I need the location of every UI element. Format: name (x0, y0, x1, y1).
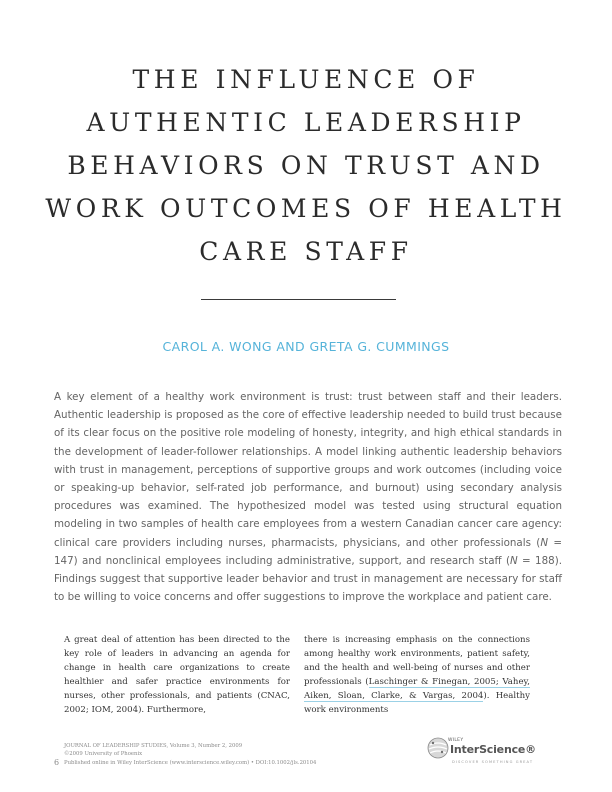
title-line: THE INFLUENCE OF (132, 65, 480, 94)
logo-small-text: WILEY (448, 738, 464, 743)
title-line: BEHAVIORS ON TRUST AND (67, 151, 545, 180)
journal-footer (64, 742, 384, 767)
abstract-text: A key element of a healthy work environment is trust: trust between staff and their leaders. Authentic leadership is proposed as the core of effective leadership needed to build trust because of its clear focus on the positive role modeling of honesty, integrity, and high ethical standards in the development of leader-follower relationships. A model linking authentic leadership behaviors with trust in management, perceptions of supportive groups and work outcomes (including voice or speaking-up behavior, self-rated job performance, and burnout) using secondary analysis procedures was examined. The hypothesized model was tested using structural equation modeling in two samples of health care employees from a western Canadian cancer care agency: clinical care providers including nurses, pharmacists, physicians, and other professionals ( (54, 391, 562, 549)
page-number: 6 (54, 758, 60, 767)
title-divider (201, 299, 396, 300)
abstract-n-symbol: N (540, 536, 549, 549)
copyright-notice: ©2009 University of Phoenix (64, 751, 143, 758)
logo-name: InterScience® (450, 743, 536, 756)
globe-icon (426, 736, 450, 760)
wiley-interscience-logo (426, 736, 566, 776)
logo-tagline: DISCOVER SOMETHING GREAT (452, 760, 534, 764)
publication-info: Published online in Wiley InterScience (www.interscience.wiley.com) • DOI:10.1002/jls.20104 (64, 759, 317, 766)
journal-citation: JOURNAL OF LEADERSHIP STUDIES, Volume 3, Number 2, 2009 (64, 743, 243, 749)
body-column-right (304, 633, 530, 717)
abstract (54, 388, 562, 606)
body-text: there is increasing emphasis on the connections among healthy work environments, patient safety, and the health and well-being of nurses and other professionals ( (304, 635, 530, 687)
author-byline: CAROL A. WONG AND GRETA G. CUMMINGS (162, 339, 450, 354)
abstract-text: = 147) and nonclinical employees including administrative, support, and research staff ( (54, 536, 562, 567)
title-line: AUTHENTIC LEADERSHIP (86, 108, 526, 137)
body-column-left: A great deal of attention has been directed to the key role of leaders in advancing an agenda for change in health care organizations to create healthier and safer practice environments for nurses, other professionals, and patients (CNAC, 2002; IOM, 2004). Furthermore, (64, 635, 290, 715)
abstract-n-symbol: N (509, 554, 518, 567)
abstract-text: = 188). Findings suggest that supportive leader behavior and trust in management are necessary for staff to be willing to voice concerns and offer suggestions to improve the workplace and patient care. (54, 554, 562, 604)
title-line: WORK OUTCOMES OF HEALTH (45, 194, 567, 223)
article-title (40, 58, 572, 273)
citation-link[interactable]: Laschinger & Finegan, 2005; Vahey, Aiken, Sloan, Clarke, & Vargas, 2004 (304, 677, 530, 701)
body-text: ). Healthy work environments (304, 691, 530, 715)
title-line: CARE STAFF (199, 237, 413, 266)
